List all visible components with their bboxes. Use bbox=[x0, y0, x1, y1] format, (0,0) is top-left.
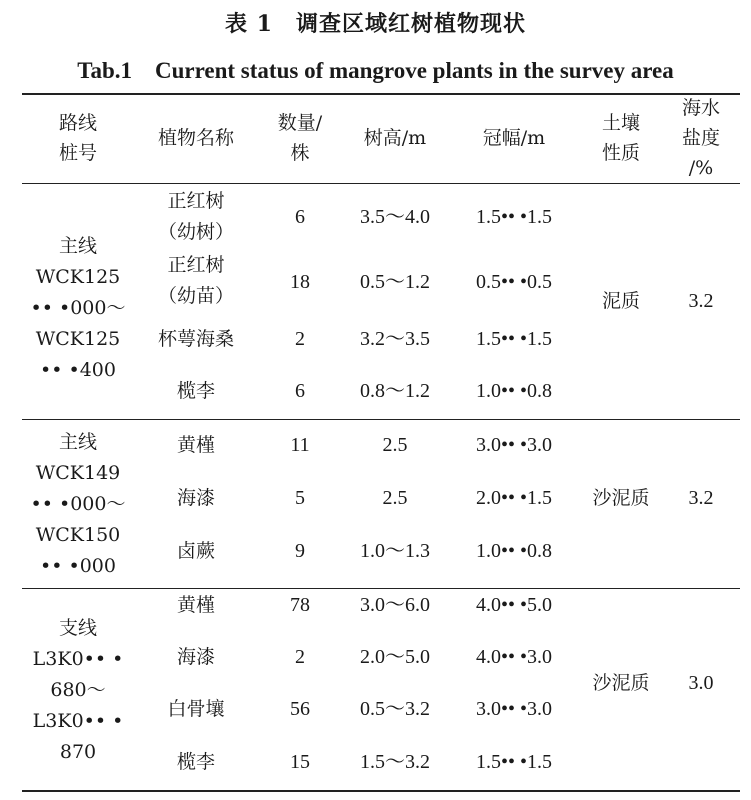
header-plant-name: 植物名称 bbox=[157, 127, 234, 149]
tree-height-cell: 0.5～1.2 bbox=[360, 271, 430, 293]
salinity-cell: 3.2 bbox=[688, 290, 714, 312]
plant-name-cell: 榄李 bbox=[176, 751, 215, 773]
soil-cell: 泥质 bbox=[601, 290, 640, 312]
quantity-cell: 5 bbox=[295, 487, 305, 509]
header-salinity: 海水 盐度 /% bbox=[681, 97, 720, 179]
plant-name-cell: 榄李 bbox=[176, 380, 215, 402]
tree-height-cell: 3.2～3.5 bbox=[360, 328, 430, 350]
table-top-rule bbox=[22, 93, 740, 95]
route-cell: 支线 L3K0•• • 680～ L3K0•• • 870 bbox=[32, 617, 124, 763]
header-soil-type: 土壤 性质 bbox=[601, 112, 640, 164]
plant-name-cell: 卤蕨 bbox=[176, 540, 215, 562]
tree-height-cell: 1.0～1.3 bbox=[360, 540, 430, 562]
soil-cell: 沙泥质 bbox=[592, 672, 650, 694]
tree-height-cell: 2.5 bbox=[382, 487, 408, 509]
quantity-cell: 15 bbox=[290, 751, 310, 773]
table-header-rule bbox=[22, 183, 740, 184]
route-cell: 主线 WCK149 •• •000～ WCK150 •• •000 bbox=[30, 431, 126, 577]
table-title-cn: 表 1 调查区域红树植物现状 bbox=[225, 11, 526, 37]
table-title-en: Tab.1 Current status of mangrove plants in the survey area bbox=[77, 58, 674, 83]
crown-width-cell: 3.0•• •3.0 bbox=[475, 698, 552, 720]
salinity-cell: 3.2 bbox=[688, 487, 714, 509]
plant-name-cell: 正红树 （幼苗） bbox=[157, 254, 234, 307]
table-bottom-rule bbox=[22, 790, 740, 792]
header-route: 路线 桩号 bbox=[58, 112, 97, 164]
plant-name-cell: 海漆 bbox=[176, 487, 215, 509]
quantity-cell: 6 bbox=[295, 380, 305, 402]
crown-width-cell: 0.5•• •0.5 bbox=[475, 271, 552, 293]
tree-height-cell: 1.5～3.2 bbox=[360, 751, 430, 773]
plant-name-cell: 正红树 （幼树） bbox=[157, 190, 234, 243]
crown-width-cell: 3.0•• •3.0 bbox=[475, 434, 552, 456]
group-divider-1 bbox=[22, 419, 740, 420]
crown-width-cell: 4.0•• •5.0 bbox=[475, 594, 552, 616]
group-divider-2 bbox=[22, 588, 740, 589]
route-cell: 主线 WCK125 •• •000～ WCK125 •• •400 bbox=[30, 235, 126, 381]
plant-name-cell: 海漆 bbox=[176, 646, 215, 668]
tree-height-cell: 0.8～1.2 bbox=[360, 380, 430, 402]
crown-width-cell: 2.0•• •1.5 bbox=[475, 487, 552, 509]
quantity-cell: 11 bbox=[290, 434, 310, 456]
header-crown-width: 冠幅/m bbox=[482, 127, 546, 149]
tree-height-cell: 0.5～3.2 bbox=[360, 698, 430, 720]
tree-height-cell: 2.0～5.0 bbox=[360, 646, 430, 668]
soil-cell: 沙泥质 bbox=[592, 487, 650, 509]
quantity-cell: 9 bbox=[295, 540, 305, 562]
salinity-cell: 3.0 bbox=[688, 672, 714, 694]
quantity-cell: 78 bbox=[290, 594, 310, 616]
quantity-cell: 6 bbox=[295, 206, 305, 228]
plant-name-cell: 黄槿 bbox=[176, 434, 215, 456]
crown-width-cell: 1.0•• •0.8 bbox=[475, 380, 552, 402]
crown-width-cell: 4.0•• •3.0 bbox=[475, 646, 552, 668]
quantity-cell: 56 bbox=[290, 698, 310, 720]
tree-height-cell: 2.5 bbox=[382, 434, 408, 456]
quantity-cell: 2 bbox=[295, 646, 305, 668]
plant-name-cell: 白骨壤 bbox=[167, 698, 225, 720]
crown-width-cell: 1.5•• •1.5 bbox=[475, 328, 552, 350]
crown-width-cell: 1.5•• •1.5 bbox=[475, 206, 552, 228]
tree-height-cell: 3.0～6.0 bbox=[360, 594, 430, 616]
crown-width-cell: 1.5•• •1.5 bbox=[475, 751, 552, 773]
quantity-cell: 18 bbox=[290, 271, 310, 293]
header-quantity: 数量/ 株 bbox=[277, 112, 323, 164]
quantity-cell: 2 bbox=[295, 328, 305, 350]
tree-height-cell: 3.5～4.0 bbox=[360, 206, 430, 228]
header-tree-height: 树高/m bbox=[363, 127, 427, 149]
crown-width-cell: 1.0•• •0.8 bbox=[475, 540, 552, 562]
plant-name-cell: 杯萼海桑 bbox=[157, 328, 234, 350]
plant-name-cell: 黄槿 bbox=[176, 594, 215, 616]
